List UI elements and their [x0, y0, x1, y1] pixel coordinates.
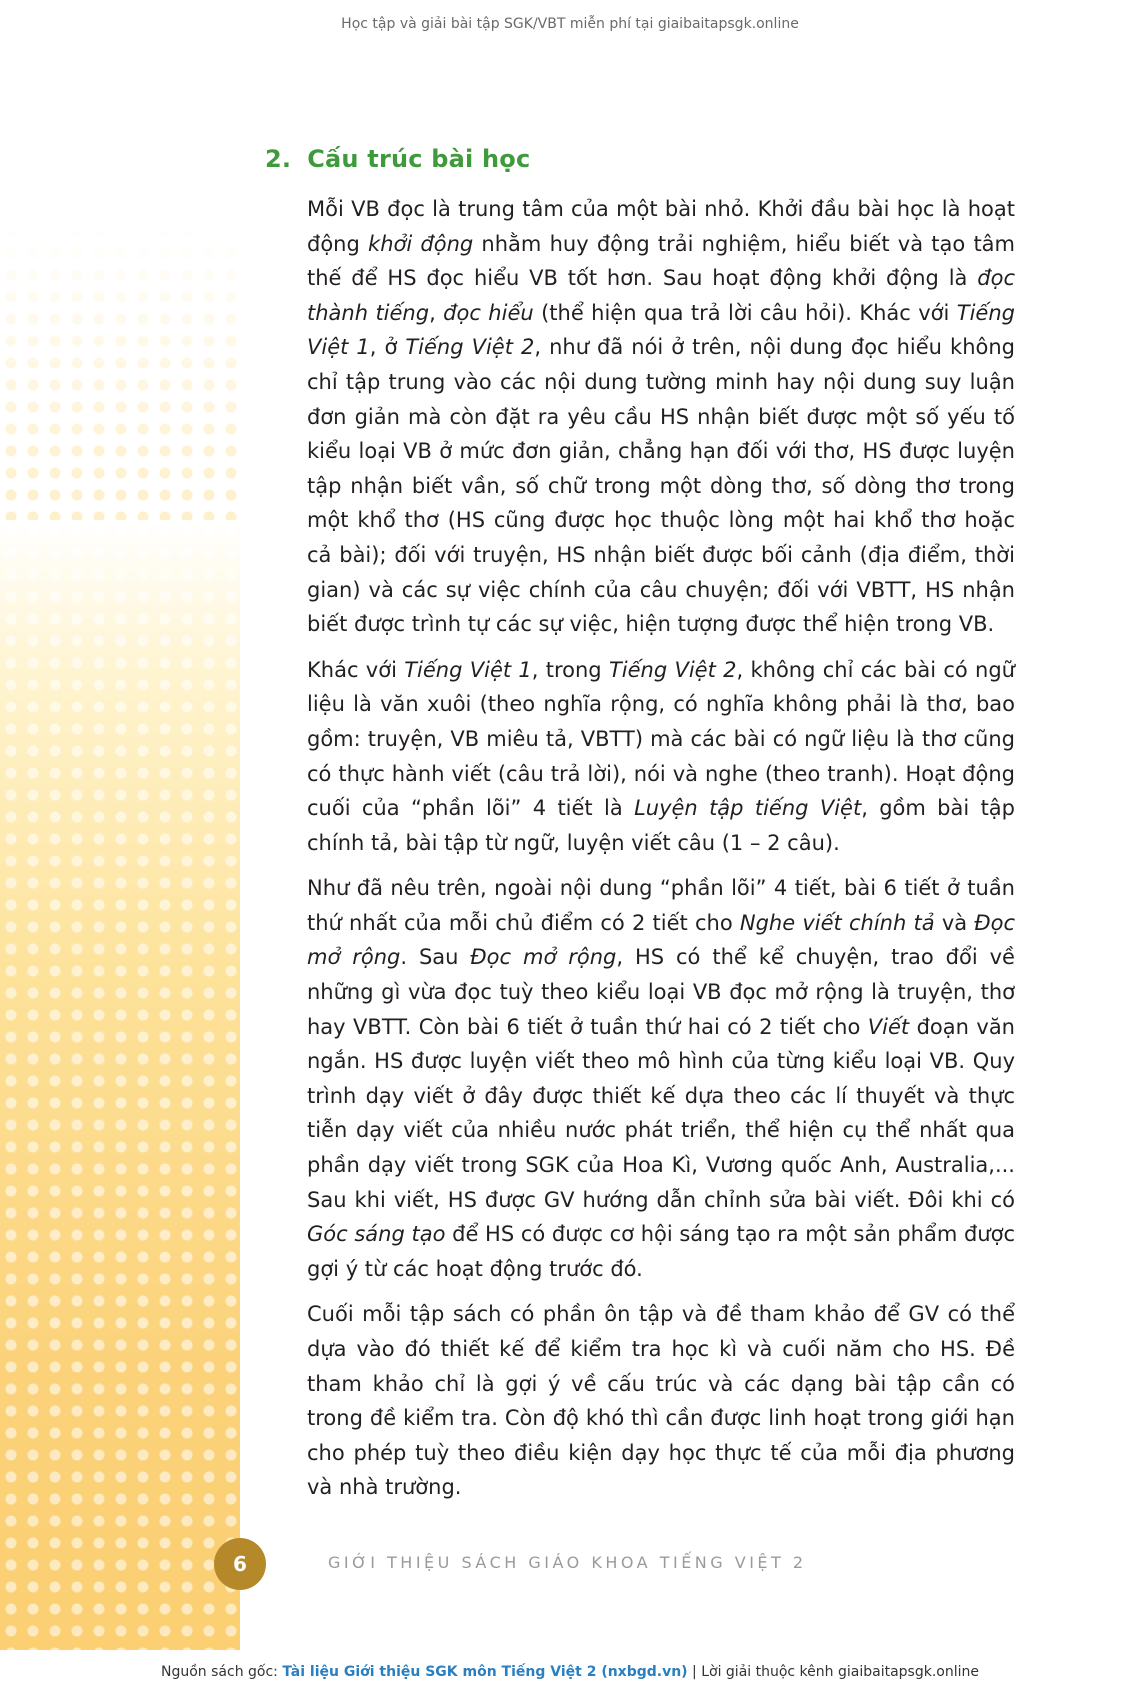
section-number: 2.: [265, 145, 292, 173]
paragraph-1: Mỗi VB đọc là trung tâm của một bài nhỏ. Khởi đầu bài học là hoạt động khởi động nhằm huy động trải nghiệm, hiểu biết và tạo tâm thế để HS đọc hiểu VB tốt hơn. Sau hoạt động khởi động là đọc thành tiếng, đọc hiểu (thể hiện qua trả lời câu hỏi). Khác với Tiếng Việt 1, ở Tiếng Việt 2, như đã nói ở trên, nội dung đọc hiểu không chỉ tập trung vào các nội dung tường minh hay nội dung suy luận đơn giản mà còn đặt ra yêu cầu HS nhận biết được một số yếu tố kiểu loại VB ở mức đơn giản, chẳng hạn đối với thơ, HS được luyện tập nhận biết vần, số chữ trong một dòng thơ, số dòng thơ trong một khổ thơ (HS cũng được học thuộc lòng một hai khổ thơ hoặc cả bài); đối với truyện, HS nhận biết được bối cảnh (địa điểm, thời gian) và các sự việc chính của câu chuyện; đối với VBTT, HS nhận biết được trình tự các sự việc, hiện tượng được thể hiện trong VB.: [307, 197, 1015, 637]
page-header: Học tập và giải bài tập SGK/VBT miễn phí tại giaibaitapsgk.online: [341, 16, 799, 32]
source-footer: [0, 1664, 1140, 1680]
paragraph-4: Cuối mỗi tập sách có phần ôn tập và đề tham khảo để GV có thể dựa vào đó thiết kế để kiểm tra học kì và cuối năm cho HS. Đề tham khảo chỉ là gợi ý về cấu trúc và các dạng bài tập cần có trong đề kiểm tra. Còn độ khó thì cần được linh hoạt trong giới hạn cho phép tuỳ theo điều kiện dạy học thực tế của mỗi địa phương và nhà trường.: [307, 1302, 1015, 1500]
section-title: [265, 145, 530, 173]
decorative-side-band: [0, 520, 240, 1650]
page-number: 6: [233, 1552, 247, 1576]
source-prefix: Nguồn sách gốc:: [161, 1664, 283, 1680]
section-title-text: Cấu trúc bài học: [307, 145, 531, 173]
paragraph-3: Như đã nêu trên, ngoài nội dung “phần lõi” 4 tiết, bài 6 tiết ở tuần thứ nhất của mỗi chủ điểm có 2 tiết cho Nghe viết chính tả và Đọc mở rộng. Sau Đọc mở rộng, HS có thể kể chuyện, trao đổi về những gì vừa đọc tuỳ theo kiểu loại VB đọc mở rộng là truyện, thơ hay VBTT. Còn bài 6 tiết ở tuần thứ hai có 2 tiết cho Viết đoạn văn ngắn. HS được luyện viết theo mô hình của từng kiểu loại VB. Quy trình dạy viết ở đây được thiết kế dựa theo các lí thuyết và thực tiễn dạy viết của nhiều nước phát triển, thể hiện cụ thể nhất qua phần dạy viết trong SGK của Hoa Kì, Vương quốc Anh, Australia,... Sau khi viết, HS được GV hướng dẫn chỉnh sửa bài viết. Đôi khi có Góc sáng tạo để HS có được cơ hội sáng tạo ra một sản phẩm được gợi ý từ các hoạt động trước đó.: [307, 876, 1016, 1281]
running-footer-title: GIỚI THIỆU SÁCH GIÁO KHOA TIẾNG VIỆT 2: [328, 1553, 807, 1572]
source-link[interactable]: Tài liệu Giới thiệu SGK môn Tiếng Việt 2 (nxbgd.vn): [282, 1664, 688, 1680]
paragraph-2: Khác với Tiếng Việt 1, trong Tiếng Việt 2, không chỉ các bài có ngữ liệu là văn xuôi (theo nghĩa rộng, có nghĩa không phải là thơ, bao gồm: truyện, VB miêu tả, VBTT) mà các bài có ngữ liệu là thơ cũng có thực hành viết (câu trả lời), nói và nghe (theo tranh). Hoạt động cuối của “phần lõi” 4 tiết là Luyện tập tiếng Việt, gồm bài tập chính tả, bài tập từ ngữ, luyện viết câu (1 – 2 câu).: [307, 657, 1015, 855]
body-text: [307, 192, 1015, 1516]
source-suffix: | Lời giải thuộc kênh giaibaitapsgk.online: [687, 1664, 979, 1680]
page-number-badge: [214, 1538, 266, 1590]
